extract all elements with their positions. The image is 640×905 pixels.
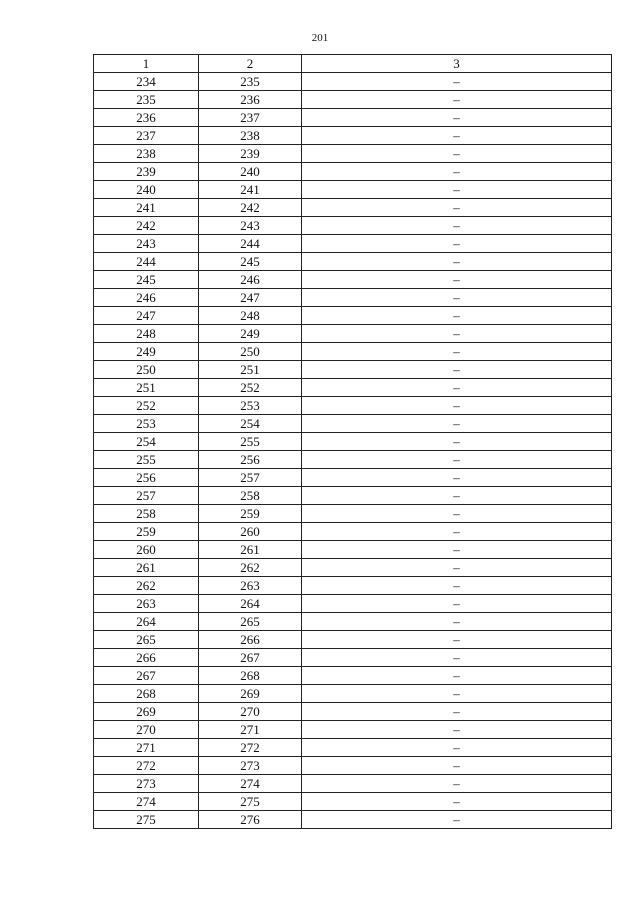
table-cell-col-3: – [302, 109, 612, 127]
table-row [94, 649, 612, 667]
table-cell-col-2: 239 [199, 145, 302, 163]
table-cell-col-3: – [302, 253, 612, 271]
table-cell-col-3: – [302, 505, 612, 523]
table-cell-col-3: – [302, 235, 612, 253]
table-row [94, 721, 612, 739]
table-body [94, 73, 612, 829]
table-cell-col-3: – [302, 397, 612, 415]
table-row [94, 685, 612, 703]
table-cell-col-1: 256 [94, 469, 199, 487]
table-cell-col-2: 264 [199, 595, 302, 613]
table-cell-col-2: 243 [199, 217, 302, 235]
column-header-3: 3 [302, 55, 612, 73]
table-cell-col-2: 246 [199, 271, 302, 289]
table-cell-col-3: – [302, 721, 612, 739]
table-cell-col-1: 272 [94, 757, 199, 775]
table-cell-col-3: – [302, 145, 612, 163]
table-row [94, 541, 612, 559]
table-cell-col-3: – [302, 703, 612, 721]
table-cell-col-3: – [302, 469, 612, 487]
table-cell-col-3: – [302, 523, 612, 541]
table-row [94, 253, 612, 271]
table-cell-col-2: 235 [199, 73, 302, 91]
table-cell-col-1: 239 [94, 163, 199, 181]
table-row [94, 469, 612, 487]
table-row [94, 163, 612, 181]
table-row [94, 73, 612, 91]
table-cell-col-3: – [302, 559, 612, 577]
table-cell-col-1: 248 [94, 325, 199, 343]
table-cell-col-1: 267 [94, 667, 199, 685]
table-cell-col-1: 260 [94, 541, 199, 559]
table-cell-col-3: – [302, 289, 612, 307]
table-cell-col-1: 249 [94, 343, 199, 361]
table-row [94, 271, 612, 289]
table-cell-col-3: – [302, 793, 612, 811]
table-cell-col-2: 263 [199, 577, 302, 595]
table-cell-col-2: 265 [199, 613, 302, 631]
table-cell-col-2: 245 [199, 253, 302, 271]
table-row [94, 631, 612, 649]
column-header-2: 2 [199, 55, 302, 73]
table-row [94, 775, 612, 793]
page-number: 201 [311, 32, 329, 44]
data-table-container [93, 54, 611, 829]
table-cell-col-1: 257 [94, 487, 199, 505]
table-cell-col-3: – [302, 685, 612, 703]
table-cell-col-2: 251 [199, 361, 302, 379]
table-cell-col-3: – [302, 199, 612, 217]
table-cell-col-2: 262 [199, 559, 302, 577]
table-row [94, 451, 612, 469]
table-cell-col-1: 236 [94, 109, 199, 127]
table-cell-col-3: – [302, 307, 612, 325]
table-cell-col-2: 247 [199, 289, 302, 307]
data-table [93, 54, 612, 829]
table-cell-col-2: 258 [199, 487, 302, 505]
table-cell-col-1: 252 [94, 397, 199, 415]
table-cell-col-1: 240 [94, 181, 199, 199]
table-cell-col-2: 266 [199, 631, 302, 649]
table-cell-col-3: – [302, 91, 612, 109]
table-cell-col-3: – [302, 451, 612, 469]
table-cell-col-2: 237 [199, 109, 302, 127]
table-cell-col-2: 260 [199, 523, 302, 541]
table-cell-col-1: 264 [94, 613, 199, 631]
table-cell-col-1: 247 [94, 307, 199, 325]
table-cell-col-3: – [302, 667, 612, 685]
table-row [94, 613, 612, 631]
table-cell-col-2: 272 [199, 739, 302, 757]
table-row [94, 577, 612, 595]
table-cell-col-1: 269 [94, 703, 199, 721]
table-cell-col-1: 243 [94, 235, 199, 253]
table-row [94, 811, 612, 829]
table-header-row [94, 55, 612, 73]
table-cell-col-3: – [302, 757, 612, 775]
table-cell-col-3: – [302, 577, 612, 595]
table-cell-col-1: 234 [94, 73, 199, 91]
table-cell-col-3: – [302, 541, 612, 559]
table-cell-col-1: 271 [94, 739, 199, 757]
table-cell-col-2: 238 [199, 127, 302, 145]
table-cell-col-3: – [302, 163, 612, 181]
table-cell-col-3: – [302, 343, 612, 361]
table-cell-col-2: 274 [199, 775, 302, 793]
table-cell-col-1: 250 [94, 361, 199, 379]
table-cell-col-1: 268 [94, 685, 199, 703]
table-cell-col-3: – [302, 631, 612, 649]
table-row [94, 361, 612, 379]
table-cell-col-2: 271 [199, 721, 302, 739]
table-row [94, 91, 612, 109]
table-cell-col-2: 256 [199, 451, 302, 469]
table-row [94, 415, 612, 433]
table-row [94, 379, 612, 397]
table-row [94, 595, 612, 613]
table-cell-col-3: – [302, 361, 612, 379]
table-cell-col-2: 261 [199, 541, 302, 559]
table-cell-col-1: 262 [94, 577, 199, 595]
table-cell-col-1: 241 [94, 199, 199, 217]
table-cell-col-1: 237 [94, 127, 199, 145]
table-cell-col-2: 269 [199, 685, 302, 703]
table-cell-col-2: 270 [199, 703, 302, 721]
table-cell-col-1: 265 [94, 631, 199, 649]
table-cell-col-1: 246 [94, 289, 199, 307]
table-cell-col-2: 267 [199, 649, 302, 667]
table-row [94, 523, 612, 541]
table-row [94, 757, 612, 775]
table-cell-col-2: 268 [199, 667, 302, 685]
table-cell-col-3: – [302, 181, 612, 199]
table-cell-col-1: 259 [94, 523, 199, 541]
table-cell-col-3: – [302, 415, 612, 433]
table-row [94, 559, 612, 577]
table-row [94, 325, 612, 343]
table-cell-col-1: 255 [94, 451, 199, 469]
table-cell-col-3: – [302, 433, 612, 451]
table-cell-col-2: 249 [199, 325, 302, 343]
table-cell-col-2: 240 [199, 163, 302, 181]
table-row [94, 667, 612, 685]
table-cell-col-3: – [302, 595, 612, 613]
table-cell-col-1: 245 [94, 271, 199, 289]
table-row [94, 307, 612, 325]
table-cell-col-2: 273 [199, 757, 302, 775]
table-row [94, 397, 612, 415]
table-row [94, 127, 612, 145]
table-cell-col-3: – [302, 487, 612, 505]
table-cell-col-1: 251 [94, 379, 199, 397]
table-cell-col-2: 276 [199, 811, 302, 829]
table-cell-col-3: – [302, 271, 612, 289]
table-cell-col-1: 270 [94, 721, 199, 739]
table-cell-col-3: – [302, 613, 612, 631]
table-cell-col-2: 257 [199, 469, 302, 487]
table-cell-col-3: – [302, 127, 612, 145]
table-cell-col-1: 244 [94, 253, 199, 271]
table-cell-col-1: 254 [94, 433, 199, 451]
table-row [94, 145, 612, 163]
table-cell-col-1: 258 [94, 505, 199, 523]
table-row [94, 793, 612, 811]
table-row [94, 487, 612, 505]
table-cell-col-1: 253 [94, 415, 199, 433]
table-cell-col-2: 241 [199, 181, 302, 199]
table-cell-col-1: 261 [94, 559, 199, 577]
table-row [94, 199, 612, 217]
table-cell-col-3: – [302, 811, 612, 829]
table-cell-col-3: – [302, 649, 612, 667]
table-row [94, 217, 612, 235]
table-cell-col-2: 255 [199, 433, 302, 451]
table-row [94, 235, 612, 253]
table-cell-col-3: – [302, 775, 612, 793]
table-row [94, 109, 612, 127]
table-cell-col-1: 242 [94, 217, 199, 235]
table-row [94, 289, 612, 307]
table-cell-col-1: 266 [94, 649, 199, 667]
table-cell-col-2: 259 [199, 505, 302, 523]
table-cell-col-1: 235 [94, 91, 199, 109]
table-cell-col-2: 275 [199, 793, 302, 811]
table-row [94, 343, 612, 361]
table-cell-col-1: 263 [94, 595, 199, 613]
table-cell-col-2: 236 [199, 91, 302, 109]
column-header-1: 1 [94, 55, 199, 73]
table-row [94, 433, 612, 451]
table-cell-col-2: 253 [199, 397, 302, 415]
table-cell-col-1: 275 [94, 811, 199, 829]
table-cell-col-3: – [302, 325, 612, 343]
table-cell-col-1: 273 [94, 775, 199, 793]
table-cell-col-1: 274 [94, 793, 199, 811]
table-cell-col-1: 238 [94, 145, 199, 163]
table-cell-col-2: 242 [199, 199, 302, 217]
table-cell-col-2: 248 [199, 307, 302, 325]
table-cell-col-2: 250 [199, 343, 302, 361]
table-row [94, 703, 612, 721]
table-row [94, 181, 612, 199]
table-cell-col-2: 254 [199, 415, 302, 433]
table-cell-col-2: 244 [199, 235, 302, 253]
table-row [94, 739, 612, 757]
table-cell-col-3: – [302, 73, 612, 91]
table-cell-col-3: – [302, 379, 612, 397]
table-cell-col-3: – [302, 217, 612, 235]
table-cell-col-2: 252 [199, 379, 302, 397]
table-row [94, 505, 612, 523]
table-cell-col-3: – [302, 739, 612, 757]
